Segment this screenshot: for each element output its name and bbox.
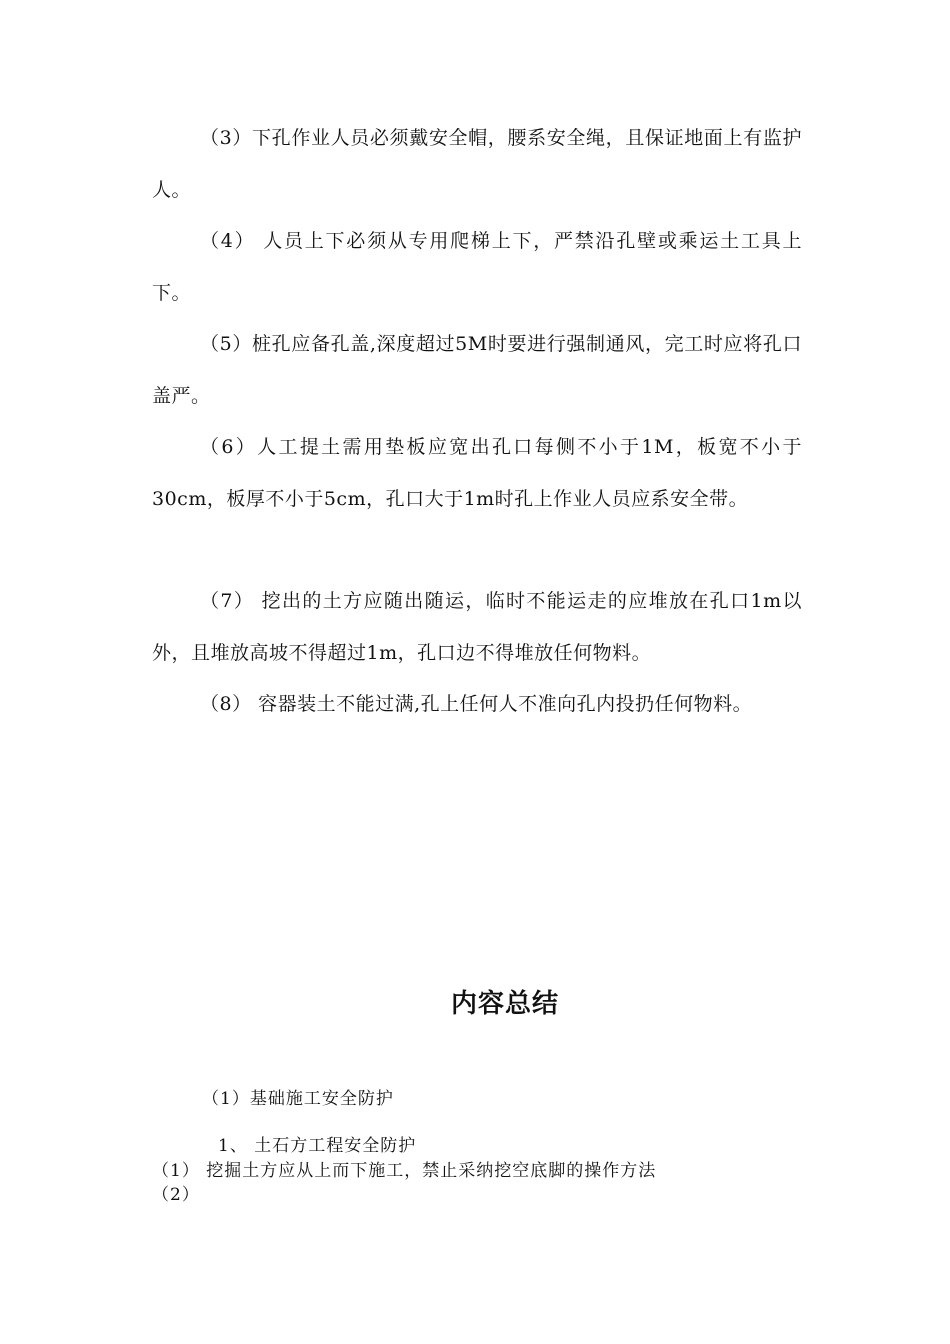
summary-line-2: 1、 土石方工程安全防护 (218, 1136, 417, 1156)
summary-line-4: （2） (152, 1185, 200, 1205)
summary-line-1: （1）基础施工安全防护 (202, 1089, 394, 1109)
paragraph-item-5: （5）桩孔应备孔盖,深度超过5M时要进行强制通风，完工时应将孔口盖严。 (152, 333, 802, 407)
paragraph-item-8: （8） 容器装土不能过满,孔上任何人不准向孔内投扔任何物料。 (200, 693, 753, 715)
paragraph-item-7: （7） 挖出的土方应随出随运，临时不能运走的应堆放在孔口1m以外，且堆放高坡不得超过1m，孔口边不得堆放任何物料。 (152, 590, 802, 664)
summary-title: 内容总结 (450, 989, 559, 1019)
paragraph-item-6: （6）人工提土需用垫板应宽出孔口每侧不小于1M，板宽不小于30cm，板厚不小于5cm，孔口大于1m时孔上作业人员应系安全带。 (152, 436, 802, 510)
summary-line-3: （1） 挖掘土方应从上而下施工，禁止采纳挖空底脚的操作方法 (152, 1161, 657, 1181)
paragraph-item-3: （3）下孔作业人员必须戴安全帽，腰系安全绳，且保证地面上有监护人。 (152, 127, 802, 201)
paragraph-item-4: （4） 人员上下必须从专用爬梯上下，严禁沿孔壁或乘运土工具上下。 (152, 230, 802, 304)
